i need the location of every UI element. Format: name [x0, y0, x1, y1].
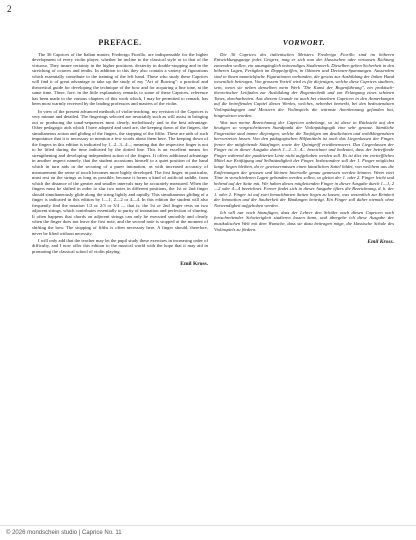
vorwort-paragraph: Die 36 Caprices des italienischen Meisters Frederigo Fiorillo sind im höheren Entwicklungsgange jedes Geigers, mag er sich nun der klassischen oder virtuosen Richtung zuwenden wollen, ein unumgänglich notwendiges Studienwerk. Dieselben geben Sicherheit in den höheren Lagen, Fertigkeit im Doppelgriffen, in Oktaven und Decimen-Spannungen. Ausserdem sind in ihnen mannichfache Figurationen vorhanden, die gewiss zur Ausbildung der linken Hand wesentlich beitragen. Von grossem Vorteil wird es für diejenigen, welche diese Caprices studiren, sein, wenn sie neben denselben mein Werk "Die Kunst der Bogenführung", ein praktisch-theoretischer Leitfaden zur Ausbildung der Bogentechnik und zur Erlangung eines schönen Tones, durcharbeiten. Aus diesem Grunde ist auch bei einzelnen Capricen in den Anmerkungen auf die betreffenden Capitel dieses Werkes, welches, nebenbei bemerkt, bei den bedeutendsten Violinpädagogen und Meistern der Violinspiels die wärmste Anerkennung gefunden hat, hingewiesen worden.	[214, 51, 394, 118]
preface-heading: PREFACE.	[98, 38, 142, 47]
page-number: 2	[7, 4, 12, 14]
preface-paragraph: I will only add that the teacher may let the pupil study these exercises in increasing order of difficulty, and I now offer this edition to the musical world with the hope that it may aid in promoting the classical school of violin playing.	[32, 237, 208, 254]
vorwort-paragraph: Was nun meine Bezeichnung der Capricen anbelangt, so ist diese in Rücksicht auf den heutigen so vorgeschrittenen Standpunkt der Violinpädagogik eine sehr genaue. Sämtliche Fingersätze sind immer diejenigen, welche die Tonfolgen am deutlichsten und wohlklingendsten hervortreten lassen. Von den pädagogischen Hilfsmitteln ist noch das Liegenlassen der Finger, ferner der mitgleitende Stützfinger, sowie der Quintgriff erwähnenswert. Das Liegenlassen der Finger ist in dieser Ausgabe durch 1...2...3...4... bezeichnet und bedeutet, dass der betreffende Finger während der punktierten Linie nicht aufgehoben werden soll. Es ist dies ein vortreffliches Mittel zur Kräftigung und Selbständigkeit der Finger. Insbesondere soll der 1. Finger möglichst lange liegen bleiben, da er gewissermassen einen künstlichen Sattel bildet, von welchem aus die Entfernungen der grossen und kleinen Intervalle genau gemessen werden können. Wenn zwei Töne in verschiedenen Lagen gebunden werden sollen, so gleitet der 1. oder 2. Finger leicht und behend auf der Saite mit. Wir haben dieses mitgleitenden Finger in dieser Ausgabe durch 1—1, 2—2 oder 4—4 bezeichnet. Ferner findet sich in dieser Ausgabe öfters die Bezeichnung, d. h. der 1. oder 2. Finger ist auf zwei benachbarten Saiten liegen zu lassen, was wesentlich zur Reinheit der Intonation und der Sauberkeit der Bindungen beiträgt. Ein Finger soll daher niemals ohne Notwendigkeit aufgehoben werden.	[214, 119, 394, 208]
footer-divider	[0, 525, 416, 526]
vorwort-paragraph: Ich will nur noch hinzufügen, dass der Lehrer den Schüler nach diesen Capricen nach fortschreitender Schwierigkeit studieren lassen kann, und übergebe ich diese Ausgabe der musikalischen Welt mit dem Wunsche, dass sie dazu beitragen möge, die klassische Schule des Violinspiels zu fördern.	[214, 209, 394, 232]
preface-paragraph: The 36 Caprices of the Italian master, Frederigo Fiorillo, are indispensable for the higher development of every violin player, whether he incline to the classical style or to that of the virtuoso. They insure certainty in the higher positions, dexterity in double-stopping and in the stretching of octaves and tenths. In addition to this they also contain a variety of figurations which essentially contribute to the training of the left hand. Those who study these Caprices will find it of great advantage to take up the study of my "Art of Bowing": a practical and theoretical guide for developing the technique of the bow and for acquiring a fine tone, at the same time. There, fore, in the little explanatory remarks to some of these Caprices, reference has been made to the various chapters of this work which, I may be permitted to remark, has been most warmly received by the leading professors and masters of the violin.	[32, 51, 208, 107]
preface-column-german	[214, 40, 394, 246]
footer-copyright: © 2026 mondschein studio | Caprice No. 11	[6, 530, 122, 536]
preface-paragraph: In view of the present advanced methods of violin-teaching, my revision of the Caprices is very minute and detailed. The fingerings selected are invariably such as will assist in bringing out or producing the tonal-sequences most clearly, melodiously and to the best advantage. Other pedagogic aids which I have adopted and used are, the keeping down of the fingers, the simultaneous action and gliding of the fingers, the stopping of the fifths. These are aids of such importance that it is necessary to mention a few words about them here. The keeping down of the fingers in this edition is indicated by 1...2...3...4..., meaning that the respective finger is not to be lifted during the time indicated by the dotted line. This is an excellent means for strengthening and developing independent action of the fingers. It offers additional advantage in another respect namely, that the student accustoms himself to a quiet position of the hand which in turn aids in the securing of a purer intonation, as with increased accuracy of measurement the sense of touch becomes more highly developed. The first finger, in particular, must rest on the strings as long as possible, because it forms a kind of artificial saddle, from which the distance of the greater and smaller intervals may be accurately measured. When the fingers must be shifted in order to slur two notes in different positions, the 1st or 2nd finger should simultaneously glide along the string lightly and rapidly. This simultaneous gliding of a finger is indicated in this edition by 1—1, 2—2 or 4—4. In this edition the student will also frequently find the notation 1/2 or 2/3 or 3/4 — that is: the 1st or 2nd finger rests on two adjacent strings, which contributes essentially to purity of intonation and perfection of slurring. It often happens that chords on adjacent strings can only be executed smoothly and clearly when the finger does not leave the first note, and the second note is stopped at the moment of shifting the bow. The stopping of fifths is often necessary here. A finger should, therefore, never be lifted without necessity.	[32, 108, 208, 236]
signature	[214, 240, 394, 246]
signature-name: Emil Kross.	[180, 261, 208, 268]
preface-column-english	[32, 40, 208, 268]
vorwort-heading: VORWORT.	[282, 38, 326, 47]
signature	[32, 262, 208, 268]
signature-name: Emil Kross.	[367, 239, 394, 246]
